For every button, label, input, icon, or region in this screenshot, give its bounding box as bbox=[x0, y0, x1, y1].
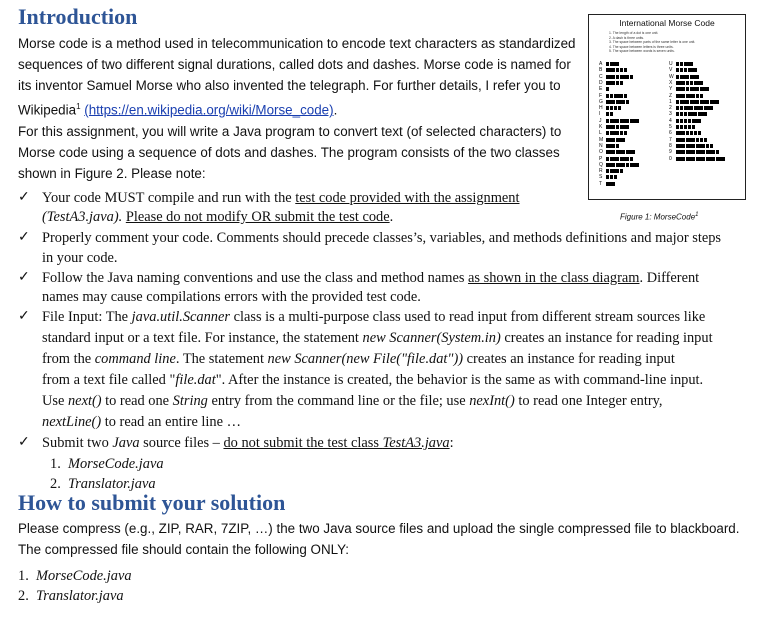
morse-letter: L bbox=[599, 130, 602, 137]
morse-dot bbox=[684, 112, 687, 116]
morse-dash bbox=[686, 144, 695, 148]
b5-code-testfile: TestA3.java bbox=[382, 435, 450, 451]
morse-dash bbox=[686, 150, 695, 154]
morse-dash bbox=[688, 68, 697, 72]
morse-row bbox=[599, 118, 640, 124]
morse-row bbox=[669, 130, 702, 136]
morse-dash bbox=[616, 138, 625, 142]
morse-dot bbox=[676, 68, 679, 72]
morse-dot bbox=[680, 125, 683, 129]
check-icon: ✓ bbox=[18, 190, 30, 205]
morse-row bbox=[669, 105, 714, 111]
morse-dot bbox=[616, 81, 619, 85]
morse-dot bbox=[676, 100, 679, 104]
b4-l3a: from the bbox=[42, 351, 95, 367]
morse-letter: U bbox=[669, 61, 673, 67]
morse-letter: 9 bbox=[669, 149, 672, 156]
check-icon: ✓ bbox=[18, 309, 30, 324]
morse-dot bbox=[684, 119, 687, 123]
morse-dot bbox=[680, 62, 683, 66]
morse-row bbox=[669, 143, 714, 149]
morse-dash bbox=[610, 169, 619, 173]
morse-dash bbox=[616, 163, 625, 167]
morse-dash bbox=[606, 163, 615, 167]
b4-l1b: class is a multi-purpose class used to read input from different stream sources like bbox=[230, 309, 706, 325]
morse-dot bbox=[606, 157, 609, 161]
morse-dash bbox=[696, 150, 705, 154]
morse-dot bbox=[606, 87, 609, 91]
morse-row bbox=[669, 67, 698, 73]
morse-dot bbox=[686, 81, 689, 85]
morse-dot bbox=[626, 163, 629, 167]
morse-dot bbox=[686, 131, 689, 135]
morse-dot bbox=[630, 75, 633, 79]
caption-text: Figure 1: MorseCode bbox=[620, 212, 696, 222]
morse-dash bbox=[620, 157, 629, 161]
morse-dash bbox=[606, 75, 615, 79]
morse-dot bbox=[686, 87, 689, 91]
morse-dash bbox=[606, 138, 615, 142]
morse-letter: C bbox=[599, 73, 603, 80]
b1-warning: Please do not modify OR submit the test code bbox=[125, 209, 390, 225]
morse-dot bbox=[616, 125, 619, 129]
morse-dot bbox=[690, 81, 693, 85]
bullet-1-line1 bbox=[42, 188, 587, 209]
morse-dash bbox=[620, 75, 629, 79]
morse-letter: R bbox=[599, 168, 603, 175]
morse-letter: P bbox=[599, 155, 603, 162]
morse-row bbox=[669, 93, 704, 99]
morse-dash bbox=[606, 100, 615, 104]
morse-dot bbox=[692, 125, 695, 129]
morse-dash bbox=[696, 144, 705, 148]
morse-dash bbox=[606, 150, 615, 154]
footnote-ref: 1 bbox=[76, 102, 81, 111]
morse-letter: G bbox=[599, 98, 603, 105]
morse-letter: 8 bbox=[669, 142, 672, 149]
morse-row bbox=[599, 93, 628, 99]
morse-dot bbox=[694, 131, 697, 135]
morse-letter: T bbox=[599, 180, 603, 187]
morse-row bbox=[599, 130, 628, 136]
morse-dash bbox=[610, 131, 619, 135]
morse-dash bbox=[706, 150, 715, 154]
intro-para1-line4 bbox=[18, 96, 337, 120]
intro-para1-line3: its inventor Samuel Morse who also invented the telegraph. For further details, I refer you to bbox=[18, 78, 561, 93]
intro-para1-line1: Morse code is a method used in telecommunication to encode text characters as standardized bbox=[18, 36, 576, 51]
morse-dot bbox=[610, 175, 613, 179]
morse-dash bbox=[610, 119, 619, 123]
morse-row bbox=[599, 162, 640, 168]
b4-code-next: next() bbox=[67, 393, 102, 409]
morse-letter: 5 bbox=[669, 124, 672, 130]
morse-dot bbox=[706, 144, 709, 148]
morse-dash bbox=[684, 62, 693, 66]
morse-dot bbox=[684, 125, 687, 129]
morse-dash bbox=[690, 75, 699, 79]
morse-row bbox=[669, 118, 702, 124]
morse-dot bbox=[606, 94, 609, 98]
morse-dash bbox=[692, 119, 701, 123]
morse-letter: M bbox=[599, 136, 604, 143]
b3-underline: as shown in the class diagram bbox=[468, 270, 640, 286]
morse-row bbox=[599, 156, 634, 162]
morse-dash bbox=[700, 87, 709, 91]
b4-l6b: to read an entire line … bbox=[101, 414, 241, 430]
check-icon: ✓ bbox=[18, 435, 30, 450]
morse-dot bbox=[680, 112, 683, 116]
morse-dot bbox=[614, 175, 617, 179]
check-icon: ✓ bbox=[18, 270, 30, 285]
morse-dash bbox=[606, 182, 615, 186]
morse-row bbox=[599, 67, 628, 73]
b4-code-command-line: command line bbox=[94, 351, 176, 367]
morse-dash bbox=[606, 68, 615, 72]
morse-row bbox=[669, 156, 726, 162]
bullet-3-line2: names may cause compilations errors with the provided test code. bbox=[42, 289, 421, 305]
morse-dot bbox=[616, 144, 619, 148]
b4-l4b: ". After the instance is created, the behavior is the same as with command-line input. bbox=[215, 372, 704, 388]
morse-dot bbox=[610, 106, 613, 110]
morse-dot bbox=[610, 94, 613, 98]
morse-dot bbox=[700, 94, 703, 98]
morse-dash bbox=[686, 157, 695, 161]
b4-code-file: new Scanner(new File("file.dat")) bbox=[267, 351, 464, 367]
morse-letter: Y bbox=[669, 86, 673, 93]
bullet-3-line1 bbox=[42, 268, 742, 289]
intro-para1-line2: sequences of two different signal durations, called dots and dashes. Morse code is named for bbox=[18, 57, 571, 72]
morse-dot bbox=[606, 119, 609, 123]
morse-row bbox=[669, 137, 708, 143]
morse-dash bbox=[614, 94, 623, 98]
morse-row bbox=[599, 61, 620, 67]
morse-letter: A bbox=[599, 61, 603, 67]
morse-dot bbox=[698, 131, 701, 135]
morse-row bbox=[669, 124, 696, 130]
morse-row bbox=[599, 143, 620, 149]
morse-letter: X bbox=[669, 79, 673, 86]
morse-dash bbox=[690, 87, 699, 91]
b5-file-1: MorseCode.java bbox=[68, 456, 164, 472]
morse-dash bbox=[680, 100, 689, 104]
intro-para2-line3: shown in Figure 2. Please note: bbox=[18, 166, 206, 181]
figure-title: International Morse Code bbox=[619, 18, 715, 28]
morse-dot bbox=[704, 138, 707, 142]
b3-text: Follow the Java naming conventions and use the class and method names bbox=[42, 270, 469, 286]
morse-dot bbox=[620, 131, 623, 135]
b4-l5d: to read one Integer entry, bbox=[514, 393, 663, 409]
b5-l1b: source files – bbox=[139, 435, 224, 451]
morse-dot bbox=[696, 94, 699, 98]
morse-row bbox=[669, 99, 720, 105]
morse-dot bbox=[680, 106, 683, 110]
morse-dash bbox=[606, 81, 615, 85]
submit-file-2-name: Translator.java bbox=[36, 588, 124, 604]
morse-dash bbox=[694, 106, 703, 110]
morse-dash bbox=[630, 163, 639, 167]
morse-dot bbox=[676, 106, 679, 110]
b4-l5c: entry from the command line or the file; use bbox=[207, 393, 470, 409]
morse-dot bbox=[688, 119, 691, 123]
morse-letter: E bbox=[599, 86, 603, 93]
b4-l3b: . The statement bbox=[175, 351, 268, 367]
morse-row bbox=[669, 80, 704, 86]
morse-dot bbox=[620, 81, 623, 85]
morse-row bbox=[599, 105, 622, 111]
b1-end: . bbox=[389, 209, 394, 225]
b4-l3c: creates an instance for reading input bbox=[463, 351, 675, 367]
morse-row bbox=[669, 111, 708, 117]
morse-letter: K bbox=[599, 124, 603, 130]
morse-row bbox=[599, 80, 624, 86]
morse-dash bbox=[688, 112, 697, 116]
morse-letter: 6 bbox=[669, 130, 672, 137]
bullet-4-line6 bbox=[42, 412, 742, 433]
submit-heading: How to submit your solution bbox=[18, 490, 286, 515]
morse-row bbox=[669, 86, 710, 92]
morse-dot bbox=[616, 68, 619, 72]
morse-dash bbox=[606, 144, 615, 148]
b4-code-string: String bbox=[172, 393, 208, 409]
morse-row bbox=[669, 61, 694, 67]
morse-dot bbox=[676, 75, 679, 79]
morse-row bbox=[599, 149, 636, 155]
figure-rule: 4. The space between letters is three units. bbox=[609, 44, 674, 49]
b5-code-java: Java bbox=[112, 435, 140, 451]
morse-row bbox=[599, 124, 630, 130]
morse-dot bbox=[616, 75, 619, 79]
morse-row bbox=[599, 181, 616, 187]
b4-l4a: from a text file called " bbox=[42, 372, 176, 388]
check-icon: ✓ bbox=[18, 230, 30, 245]
morse-dot bbox=[620, 169, 623, 173]
morse-dash bbox=[676, 138, 685, 142]
morse-letter: F bbox=[599, 92, 603, 99]
morse-dash bbox=[676, 87, 685, 91]
morse-dash bbox=[676, 144, 685, 148]
morse-dot bbox=[624, 94, 627, 98]
morse-letter: S bbox=[599, 174, 603, 181]
morse-dot bbox=[626, 100, 629, 104]
intro-para2-line1: For this assignment, you will write a Java program to convert text (of selected characters) to bbox=[18, 124, 562, 139]
b1-text: Your code MUST compile and run with the bbox=[42, 190, 296, 206]
morse-dot bbox=[624, 68, 627, 72]
submit-para-line1: Please compress (e.g., ZIP, RAR, 7ZIP, …) the two Java source files and upload the single compressed file to blackboard. bbox=[18, 521, 740, 536]
morse-dot bbox=[690, 131, 693, 135]
morse-dash bbox=[676, 150, 685, 154]
morse-letter: 2 bbox=[669, 105, 672, 112]
morse-row bbox=[599, 111, 614, 117]
morse-dash bbox=[686, 138, 695, 142]
intro-para2-line2: Morse code using a sequence of dots and dashes. The program consists of the two classes bbox=[18, 145, 560, 160]
morse-dot bbox=[700, 138, 703, 142]
morse-row bbox=[669, 149, 720, 155]
caption-footnote: 1 bbox=[695, 212, 699, 218]
morse-dash bbox=[700, 100, 709, 104]
morse-letter: 1 bbox=[669, 98, 672, 105]
b4-code-nextline: nextLine() bbox=[42, 414, 102, 430]
morse-dash bbox=[620, 119, 629, 123]
morse-row bbox=[599, 86, 610, 92]
figure-rule: 5. The space between words is seven units. bbox=[609, 49, 675, 54]
morse-dot bbox=[630, 157, 633, 161]
b5-end: : bbox=[449, 435, 454, 451]
bullet-1-line2 bbox=[42, 207, 742, 228]
morse-dot bbox=[606, 175, 609, 179]
morse-dash bbox=[696, 157, 705, 161]
wikipedia-text: Wikipedia bbox=[18, 102, 77, 118]
morse-letter: 4 bbox=[669, 117, 672, 124]
morse-dash bbox=[676, 81, 685, 85]
bullet-4-line1 bbox=[42, 307, 742, 328]
morse-dash bbox=[616, 100, 625, 104]
b4-scanner-class: java.util.Scanner bbox=[131, 309, 230, 325]
morse-row bbox=[599, 74, 634, 80]
morse-dash bbox=[606, 125, 615, 129]
morse-letter: Z bbox=[669, 92, 673, 99]
morse-letter: O bbox=[599, 149, 603, 156]
morse-row bbox=[599, 137, 626, 143]
morse-dot bbox=[606, 131, 609, 135]
morse-dot bbox=[680, 119, 683, 123]
period: . bbox=[333, 102, 338, 118]
bullet-4-line4 bbox=[42, 370, 742, 391]
morse-dash bbox=[676, 94, 685, 98]
morse-dash bbox=[676, 157, 685, 161]
submit-file-1: 1. MorseCode.java bbox=[18, 568, 132, 584]
bullet-4-line2 bbox=[42, 328, 742, 349]
morse-dot bbox=[618, 106, 621, 110]
submit-para-line2: The compressed file should contain the following ONLY: bbox=[18, 542, 349, 557]
b5-file-2: Translator.java bbox=[68, 476, 156, 492]
morse-dot bbox=[620, 68, 623, 72]
morse-dot bbox=[606, 106, 609, 110]
morse-dash bbox=[620, 125, 629, 129]
morse-letter: D bbox=[599, 79, 603, 86]
morse-row bbox=[599, 174, 618, 180]
submit-file-1-name: MorseCode.java bbox=[36, 568, 132, 584]
b5-sublist-item-2: 2. Translator.java bbox=[50, 476, 156, 492]
morse-dash bbox=[610, 157, 619, 161]
morse-dash bbox=[616, 150, 625, 154]
morse-dash bbox=[706, 157, 715, 161]
morse-dash bbox=[710, 100, 719, 104]
morse-letter: 3 bbox=[669, 111, 672, 118]
morse-letter: 0 bbox=[669, 155, 672, 162]
bullet-4-line3 bbox=[42, 349, 742, 370]
b4-l5a: Use bbox=[42, 393, 68, 409]
b5-underline: do not submit the test class bbox=[223, 435, 383, 451]
morse-dot bbox=[676, 112, 679, 116]
morse-dot bbox=[710, 144, 713, 148]
morse-dash bbox=[630, 119, 639, 123]
bullet-5-line1 bbox=[42, 433, 742, 454]
morse-row bbox=[599, 99, 630, 105]
b4-l2a: standard input or a text file. For instance, the statement bbox=[42, 330, 363, 346]
morse-dash bbox=[686, 94, 695, 98]
morse-dot bbox=[610, 112, 613, 116]
morse-dot bbox=[716, 150, 719, 154]
morse-letter: B bbox=[599, 67, 603, 74]
morse-letter: J bbox=[599, 117, 602, 124]
b1-underline: test code provided with the assignment bbox=[295, 190, 520, 206]
morse-dash bbox=[684, 106, 693, 110]
wikipedia-link[interactable]: (https://en.wikipedia.org/wiki/Morse_code) bbox=[84, 102, 334, 118]
morse-dot bbox=[676, 119, 679, 123]
morse-dot bbox=[614, 106, 617, 110]
morse-dot bbox=[684, 68, 687, 72]
morse-letter: I bbox=[599, 111, 601, 118]
morse-letter: V bbox=[669, 67, 673, 74]
figure-rules bbox=[609, 31, 737, 54]
b1-testfile: (TestA3.java). bbox=[42, 209, 126, 225]
morse-letter: H bbox=[599, 105, 603, 112]
morse-code-figure bbox=[588, 14, 746, 200]
morse-dot bbox=[624, 131, 627, 135]
morse-letter: W bbox=[669, 73, 674, 80]
b4-l5b: to read one bbox=[101, 393, 173, 409]
morse-dot bbox=[676, 62, 679, 66]
morse-dot bbox=[676, 125, 679, 129]
bullet-2-line1: Properly comment your code. Comments should precede classes’s, variables, and methods definitions and major steps bbox=[42, 230, 722, 246]
figure-rule: 2. A dash is three units. bbox=[609, 35, 645, 40]
morse-dot bbox=[606, 62, 609, 66]
bullet-4-line5 bbox=[42, 391, 742, 412]
morse-row bbox=[669, 74, 700, 80]
morse-dash bbox=[716, 157, 725, 161]
morse-letter: Q bbox=[599, 161, 603, 168]
morse-dash bbox=[610, 62, 619, 66]
figure-rule: 1. The length of a dot is one unit. bbox=[609, 31, 659, 35]
morse-dot bbox=[696, 138, 699, 142]
morse-dash bbox=[698, 112, 707, 116]
morse-dash bbox=[676, 131, 685, 135]
b4-code-nexint: nexInt() bbox=[469, 393, 515, 409]
morse-dash bbox=[694, 81, 703, 85]
morse-dot bbox=[680, 68, 683, 72]
morse-dot bbox=[688, 125, 691, 129]
morse-dash bbox=[680, 75, 689, 79]
b4-l1a: File Input: The bbox=[42, 309, 132, 325]
morse-dash bbox=[626, 150, 635, 154]
submit-file-2: 2. Translator.java bbox=[18, 588, 124, 604]
morse-dash bbox=[690, 100, 699, 104]
morse-row bbox=[599, 168, 624, 174]
bullet-2-line2: in your code. bbox=[42, 250, 118, 266]
morse-dash bbox=[704, 106, 713, 110]
b5-sublist-item-1: 1. MorseCode.java bbox=[50, 456, 164, 472]
morse-letter: 7 bbox=[669, 136, 672, 143]
b4-l2b: creates an instance for reading input bbox=[500, 330, 713, 346]
b4-code-system-in: new Scanner(System.in) bbox=[362, 330, 501, 346]
figure-rule: 3. The space between parts of the same letter is one unit. bbox=[609, 40, 696, 45]
intro-heading: Introduction bbox=[18, 4, 138, 29]
b5-l1a: Submit two bbox=[42, 435, 113, 451]
b4-code-filename: file.dat bbox=[175, 372, 216, 388]
morse-dot bbox=[606, 112, 609, 116]
morse-letter: N bbox=[599, 142, 603, 149]
morse-dot bbox=[606, 169, 609, 173]
b3-end: . Different bbox=[639, 270, 700, 286]
